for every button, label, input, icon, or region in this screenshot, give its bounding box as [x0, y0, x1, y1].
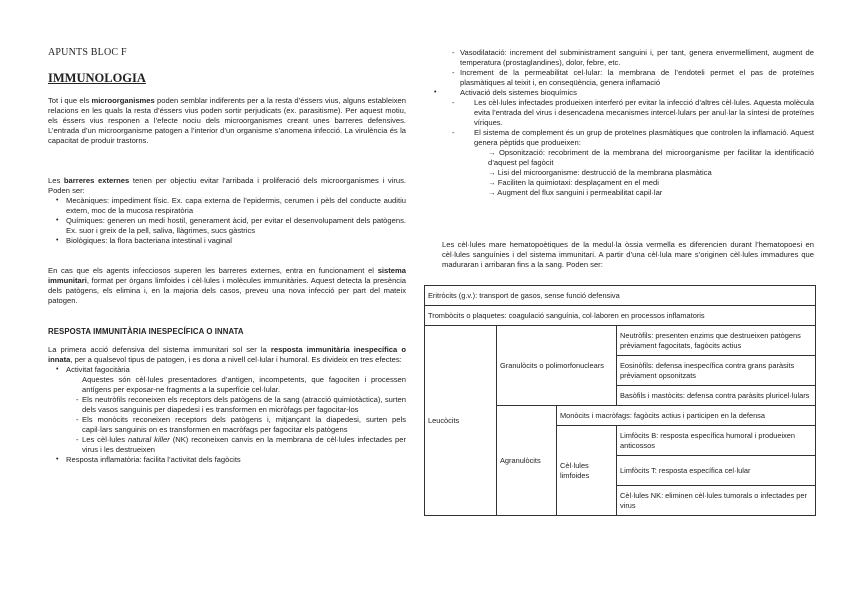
list-item: - Els monòcits reconeixen receptors dels patògens i, mitjançant la diapedesi, surten pels capil·lars sanguinis on es transformen en macròfags per fagocitar els patògens [48, 415, 406, 435]
section-heading: RESPOSTA IMMUNITÀRIA INESPECÍFICA O INNATA [48, 327, 244, 336]
table-cell: Agranulòcits [497, 406, 557, 516]
list-item: → Lisi del microorganisme: destrucció de la membrana plasmàtica [488, 168, 712, 177]
table-cell: Neutròfils: presenten enzims que destrueixen patògens prèviament fagocitats, fagòcits actius [617, 326, 816, 356]
list-item: • Químiques: generen un medi hostil, generament àcid, per evitar el desenvolupament dels patògens. Ex. suor i greix de la pell, saliva, llàgrimes, sucs gàstrics [48, 216, 406, 236]
table-cell: Monòcits i macròfags: fagòcits actius i participen en la defensa [557, 406, 816, 426]
list-item: • Biològiques: la flora bacteriana intestinal i vaginal [48, 236, 406, 246]
table-cell: Granulòcits o polimorfonuclears [497, 326, 617, 406]
document-title: IMMUNOLOGIA [48, 71, 146, 85]
list-item: • Resposta inflamatòria: facilita l’activitat dels fagòcits [48, 455, 406, 465]
table-cell: Basòfils i mastòcits: defensa contra paràsits pluricel·lulars [617, 386, 816, 406]
external-barriers-paragraph: Les barreres externes tenen per objectiu evitar l’arribada i proliferació dels microorganismes i virus. Poden ser: • Mecàniques: impediment físic. Ex. capa externa de l’epidermis, cerumen i pèls del conducte auditiu extern, moc de la mucosa respiratòria • Químiques: generen un medi hostil, generament àcid, per evitar el desenvolupament dels patògens. Ex. suor i greix de la pell, saliva, llàgrimes, sucs gàstrics • Biològiques: la flora bacteriana intestinal i vaginal [48, 176, 406, 246]
list-item: → Faciliten la quimiotaxi: desplaçament en el medi [488, 178, 659, 187]
list-item: → Augment del flux sanguini i permeabilitat capil·lar [488, 188, 663, 197]
list-item: - Els neutròfils reconeixen els receptors dels patògens de la sang (atracció quimiotàctica), surten dels vasos sanguinis per diapedesi i es transformen en micròfags per fagocitar-los [48, 395, 406, 415]
phagocytic-description: Aquestes són cèl·lules presentadores d’antigen, incompetents, que fagociten i processen antígens per exposar-ne fragments a la superfície cel·lular. [82, 375, 406, 394]
intro-paragraph: Tot i que els microorganismes poden semblar indiferents per a la resta d’éssers vius, alguns estableixen relacions en les quals la resta d’éssers vius poden sortir perjudicats (ex. parasitisme). Per aquest motiu, els éssers vius responen a l’efecte nociu dels microorganismes creant unes barreres defensives. L’entrada d’un microorganisme patogen a l’interior d’un organisme s’anomena infecció. La virulència és la capacitat de produir trastorns. [48, 96, 406, 145]
list-item: • Activitat fagocitària [48, 365, 406, 375]
table-cell: Cèl·lules limfoides [557, 426, 617, 516]
list-item: → Opsonització: recobriment de la membrana del microorganisme per facilitar la identificació d’aquest pel fagòcit [488, 148, 814, 167]
list-item: - Increment de la permeabilitat cel·lular: la membrana de l’endoteli permet el pas de proteïnes plasmàtiques al teixit i, en conseqüència, genera inflamació [426, 68, 814, 88]
innate-response-paragraph: La primera acció defensiva del sistema immunitari sol ser la resposta immunitària inespecífica o innata, per a qualsevol tipus de patogen, i es dona a nivell cel·lular i humoral. Es divideix en tres efectes: • Activitat fagocitària Aquestes són cèl·lules presentadores d’antigen, incompetents, que fagociten i processen antígens per exposar-ne fragments a la superfície cel·lular. - Els neutròfils reconeixen els receptors dels patògens de la sang (atracció quimiotàctica), surten dels vasos sanguinis per diapedesi i es transformen en micròfags per fagocitar-los - Els monòcits reconeixen receptors dels patògens i, mitjançant la diapedesi, surten pels capil·lars sanguinis on es transformen en macròfags per fagocitar els patògens - Les cèl·lules natural killer (NK) reconeixen canvis en la membrana de cèl·lules infectades per virus i les destrueixen • Resposta inflamatòria: facilita l’activitat dels fagòcits [48, 345, 406, 465]
table-cell: Eritròcits (g.v.): transport de gasos, sense funció defensiva [425, 286, 816, 306]
barrier-list [48, 196, 406, 246]
list-item: • Activació dels sistemes bioquímics [426, 88, 814, 98]
list-item: • Mecàniques: impediment físic. Ex. capa externa de l’epidermis, cerumen i pèls del conducte auditiu extern, moc de la mucosa respiratòria [48, 196, 406, 216]
table-cell: Leucòcits [425, 326, 497, 516]
list-item: - Vasodilatació: increment del subministrament sanguini i, per tant, genera envermelliment, augment de temperatura (prostaglandines), dolor, febre, etc. [426, 48, 814, 68]
stem-cells-paragraph: Les cèl·lules mare hematopoètiques de la medul·la òssia vermella es diferencien durant l’hematopoesi en cèl·lules sanguínies i del sistema immunitari. A partir d’una cèl·lula mare s’originen cèl·lules immadures que maduraran i arribaran fins a la sang. Poden ser: [442, 240, 814, 269]
phagocyte-list [48, 395, 406, 455]
list-item: - Les cèl·lules infectades produeixen interferó per evitar la infecció d’altres cèl·lules. Aquesta molècula evita l’entrada del virus i desencadena mecanismes intercel·lulars per anul·lar la síntesi de proteïnes víriques. [426, 98, 814, 128]
table-cell: Limfòcits T: resposta específica cel·lular [617, 456, 816, 486]
document-header: APUNTS BLOC F [48, 47, 127, 58]
table-cell: Trombòcits o plaquetes: coagulació sanguínia, col·laboren en processos inflamatoris [425, 306, 816, 326]
table-cell: Limfòcits B: resposta específica humoral i produeixen anticossos [617, 426, 816, 456]
list-item: - El sistema de complement és un grup de proteïnes plasmàtiques que controlen la inflamació. Aquest genera pèptids que produeixen: [426, 128, 814, 148]
immune-system-paragraph: En cas que els agents infecciosos superen les barreres externes, entra en funcionament el sistema immunitari, format per òrgans limfoides i cèl·lules i molècules immunitàries. Aquest detecta la presència dels patògens, els elimina i, en la majoria dels casos, preveu una nova infecció per part del mateix patogen. [48, 266, 406, 305]
table-cell: Eosinòfils: defensa inespecífica contra grans paràsits prèviament opsonitzats [617, 356, 816, 386]
list-item: - Les cèl·lules natural killer (NK) reconeixen canvis en la membrana de cèl·lules infectades per virus i les destrueixen [48, 435, 406, 455]
table-cell: Cèl·lules NK: eliminen cèl·lules tumorals o infectades per virus [617, 486, 816, 516]
complement-effects [426, 148, 814, 198]
blood-cells-table [424, 285, 816, 516]
inflammation-list [426, 48, 814, 198]
